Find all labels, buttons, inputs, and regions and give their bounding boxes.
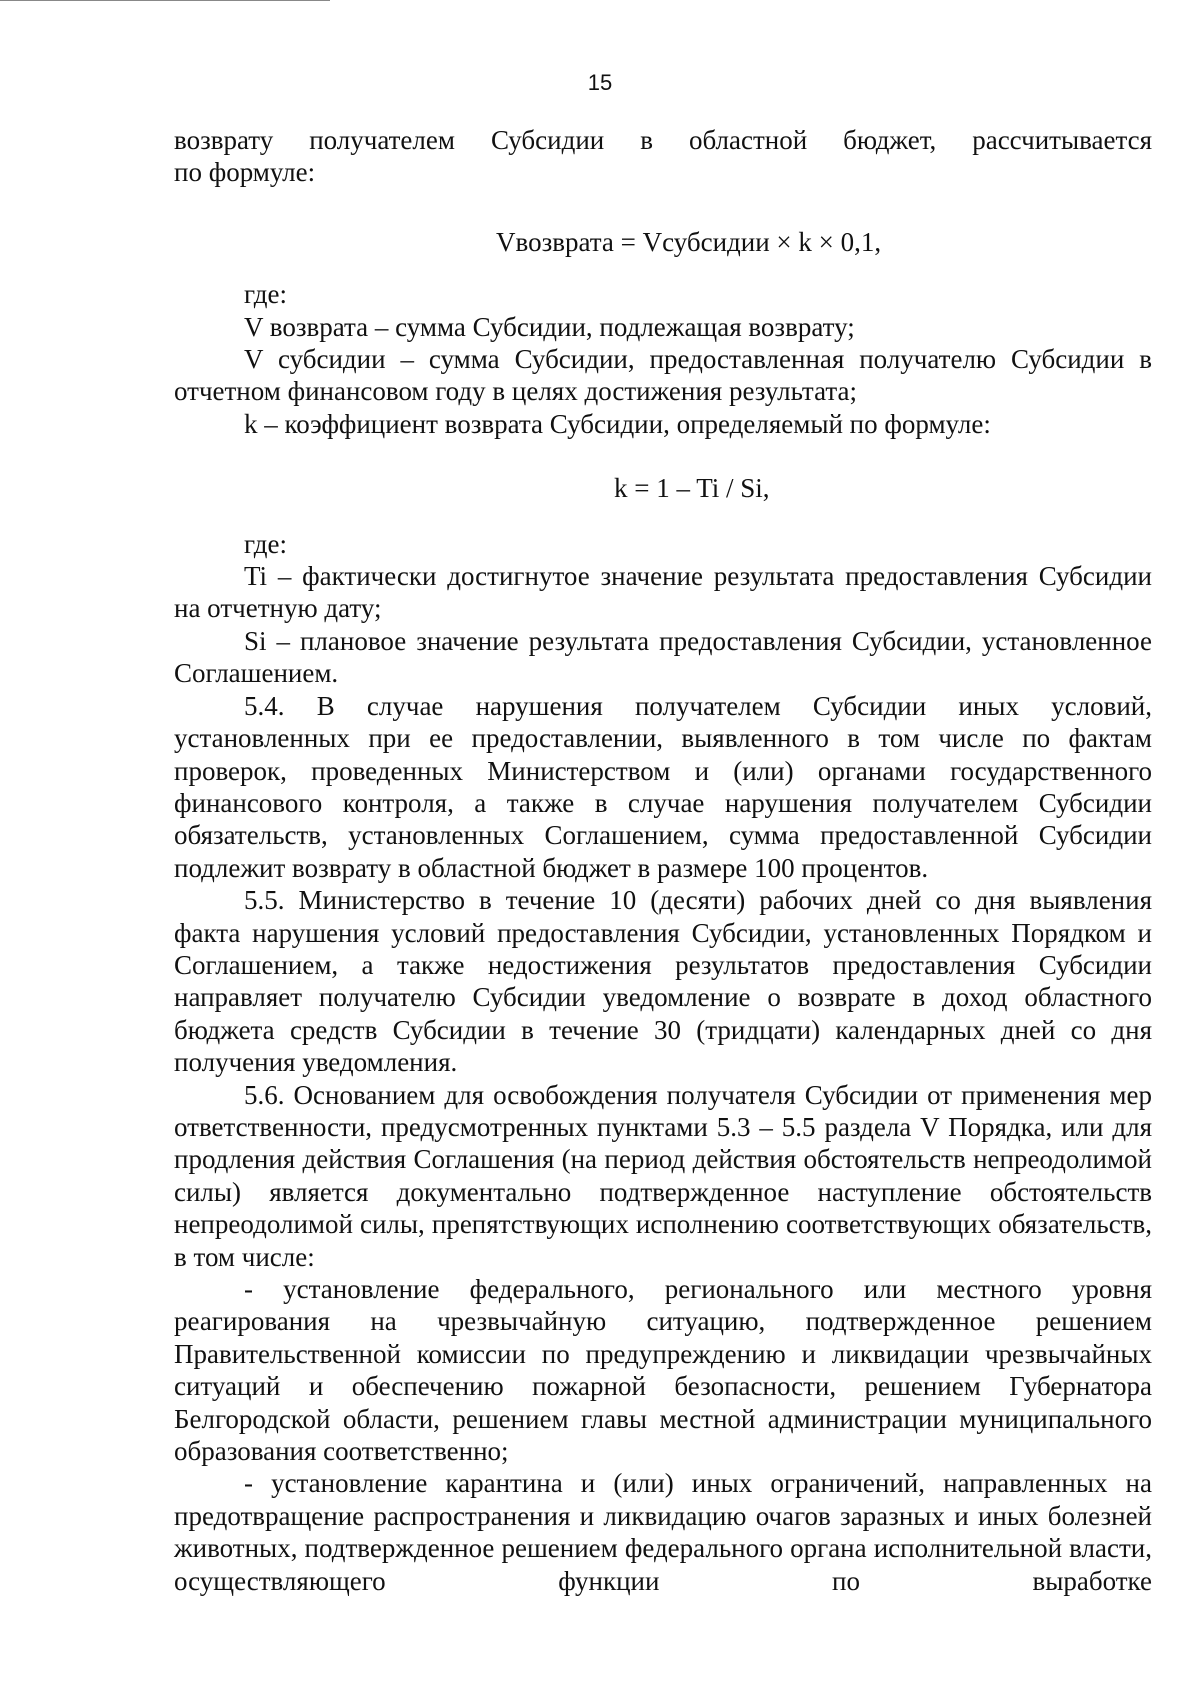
- formula-return-amount: Vвозврата = Vсубсидии × k × 0,1,: [496, 226, 882, 257]
- paragraph-continuation-end: по формуле:: [174, 157, 316, 188]
- document-body: [174, 124, 1152, 1597]
- clause-5-5: 5.5. Министерство в течение 10 (десяти) рабочих дней со дня выявления факта нарушения условий предоставления Субсидии, установленных Порядком и Соглашением, а также недостижения результатов предоставления Субсидии направляет получателю Субсидии уведомление о возврате в доход областного бюджета средств Субсидии в течение 30 (тридцати) календарных дней со дня получения уведомления.: [174, 885, 1152, 1078]
- paragraph-continuation-line: возврату получателем Субсидии в областной бюджет, рассчитывается: [174, 125, 1152, 155]
- definition-ti: Ti – фактически достигнутое значение результата предоставления Субсидии на отчетную дату;: [174, 561, 1152, 624]
- definition-v-return: V возврата – сумма Субсидии, подлежащая возврату;: [244, 311, 855, 342]
- where-label: где:: [244, 528, 287, 559]
- definition-si: Si – плановое значение результата предоставления Субсидии, установленное Соглашением.: [174, 625, 1152, 689]
- clause-5-4: 5.4. В случае нарушения получателем Субсидии иных условий, установленных при ее предоставлении, выявленного в том числе по фактам проверок, проведенных Министерством и (или) органами государственного финансового контроля, а также в случае нарушения получателем Субсидии обязательств, установленных Соглашением, сумма предоставленной Субсидии подлежит возврату в областной бюджет в размере 100 процентов.: [174, 690, 1152, 883]
- definition-k: k – коэффициент возврата Субсидии, определяемый по формуле:: [244, 408, 991, 439]
- formula-coefficient: k = 1 – Ti / Si,: [614, 473, 770, 504]
- page-number: 15: [587, 70, 613, 95]
- bullet-quarantine: - установление карантина и (или) иных ограничений, направленных на предотвращение распространения и ликвидацию очагов заразных и иных болезней животных, подтвержденное решением федерального органа исполнительной власти, осуществляющего функции по выработке: [174, 1468, 1152, 1596]
- where-label: где:: [244, 279, 287, 310]
- clause-5-6: 5.6. Основанием для освобождения получателя Субсидии от применения мер ответственности, предусмотренных пунктами 5.3 – 5.5 раздела V Порядка, или для продления действия Соглашения (на период действия обстоятельств непреодолимой силы) является документально подтвержденное наступление обстоятельств непреодолимой силы, препятствующих исполнению соответствующих обязательств, в том числе:: [174, 1079, 1152, 1272]
- bullet-emergency-response: - установление федерального, регионального или местного уровня реагирования на чрезвычайную ситуацию, подтвержденное решением Правительственной комиссии по предупреждению и ликвидации чрезвычайных ситуаций и обеспечению пожарной безопасности, решением Губернатора Белгородской области, решением главы местной администрации муниципального образования соответственно;: [174, 1274, 1152, 1467]
- scan-edge-line: [0, 0, 330, 1]
- definition-v-subsidy: V субсидии – сумма Субсидии, предоставленная получателю Субсидии в отчетном финансовом году в целях достижения результата;: [174, 344, 1152, 407]
